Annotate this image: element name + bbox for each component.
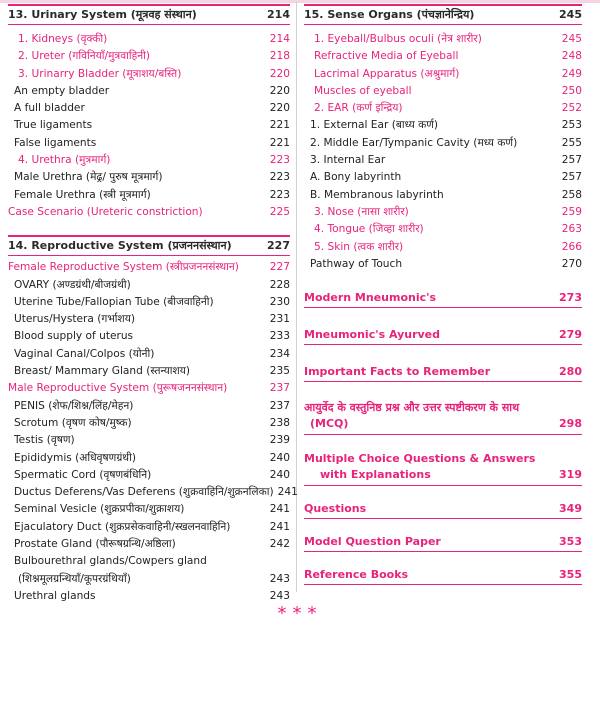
entry-title: Testis (वृषण): [14, 434, 75, 447]
page-number: 220: [269, 102, 290, 115]
entry-title: 3. Internal Ear: [310, 154, 386, 167]
entry-title: Vaginal Canal/Colpos (योनी): [14, 347, 155, 360]
entry-title: Ejaculatory Duct (शुक्रप्रसेकवाहिनी/स्खलनवाहिनि): [14, 520, 231, 533]
section-heading: [304, 324, 582, 345]
entry-title: Scrotum (वृषण कोष/मुष्क): [14, 416, 132, 429]
page-number: 237: [269, 382, 290, 395]
toc-entry: [304, 48, 582, 65]
entry-title: 1. Eyeball/Bulbus oculi (नेत्र शारीर): [314, 33, 482, 45]
page-number: 243: [269, 572, 290, 585]
entry-title: Epididymis (अधिवृषणग्रंथी): [14, 451, 136, 464]
toc-right-column: [304, 0, 582, 585]
toc-entry: [8, 346, 290, 363]
toc-entry: [8, 432, 290, 449]
page-number: 241: [277, 486, 298, 499]
page-number: 230: [269, 295, 290, 308]
page-number: 223: [269, 188, 290, 201]
entry-title: Reference Books: [304, 568, 409, 582]
entry-title: Muscles of eyeball: [314, 84, 412, 97]
toc-entry: [304, 117, 582, 134]
page-number: 248: [561, 50, 582, 63]
page-number: 239: [269, 434, 290, 447]
toc-entry: [8, 415, 290, 432]
entry-title-line: (MCQ): [310, 417, 349, 431]
section-heading: [304, 396, 582, 435]
page-number: 238: [269, 416, 290, 429]
page-number: 259: [561, 205, 582, 218]
entry-title-line: Bulbourethral glands/Cowpers gland: [14, 555, 207, 568]
entry-title: 5. Skin (त्वक शारीर): [314, 240, 404, 253]
entry-title: Seminal Vesicle (शुक्रप्रपीका/शुक्राशय): [14, 503, 185, 516]
entry-title: 1. External Ear (बाध्य कर्ण): [310, 119, 439, 132]
toc-entry: [8, 328, 290, 345]
section-heading: [304, 564, 582, 585]
page-number: 253: [561, 119, 582, 132]
entry-title: B. Membranous labyrinth: [310, 188, 444, 201]
section-heading: [8, 4, 290, 25]
page-number: 231: [269, 313, 290, 326]
entry-title: Uterus/Hystera (गर्भाशय): [14, 313, 135, 326]
entry-title-line: (शिश्नमूलग्रन्थियाँ/कूपरग्रंथियाँ): [18, 572, 131, 585]
page-number: 266: [561, 240, 582, 253]
toc-entry: [8, 277, 290, 294]
section-heading: [304, 4, 582, 25]
page-number: 240: [269, 451, 290, 464]
entry-title: An empty bladder: [14, 84, 110, 97]
page-number: 279: [559, 328, 582, 342]
entry-title-line: Multiple Choice Questions & Answers: [304, 452, 536, 466]
toc-entry: [304, 221, 582, 238]
entry-title: Female Reproductive System (स्त्रीप्रजननसंस्थान): [8, 261, 239, 274]
page-number: 241: [269, 520, 290, 533]
entry-title: [304, 451, 535, 483]
page-number: 234: [269, 347, 290, 360]
entry-title: Important Facts to Remember: [304, 365, 491, 379]
toc-entry: [304, 152, 582, 169]
page-number: 273: [559, 291, 582, 305]
entry-title: 15. Sense Organs (पंचज्ञानेन्द्रिय): [304, 8, 475, 21]
toc-entry: [8, 294, 290, 311]
entry-title: 3. Nose (नासा शारीर): [314, 205, 409, 218]
entry-title: Lacrimal Apparatus (अश्रुमार्ग): [314, 67, 460, 80]
toc-entry: [8, 553, 290, 588]
page-number: 353: [559, 535, 582, 549]
page-number: 223: [269, 171, 290, 184]
page-number: 270: [561, 257, 582, 270]
section-heading: [304, 287, 582, 308]
page-number: 233: [269, 330, 290, 343]
entry-title: Case Scenario (Ureteric constriction): [8, 205, 203, 218]
page-number: 349: [559, 502, 582, 516]
toc-entry: [304, 239, 582, 256]
toc-entry: [8, 31, 290, 48]
end-ornament: ***: [277, 603, 323, 624]
toc-entry: [8, 48, 290, 65]
entry-title-line: आयुर्वेद के वस्तुनिष्ठ प्रश्न और उत्तर स्पष्टीकरण के साथ: [304, 401, 520, 415]
page-number: 227: [269, 261, 290, 274]
entry-title: 2. Middle Ear/Tympanic Cavity (मध्य कर्ण): [310, 136, 518, 149]
entry-title: 1. Kidneys (वृक्की): [18, 33, 108, 45]
page-number: 319: [559, 468, 582, 482]
toc-entry: [8, 380, 290, 397]
entry-title-line: with Explanations: [320, 468, 431, 482]
page-number: 250: [561, 84, 582, 97]
entry-title: 3. Urinarry Bladder (मूत्राशय/बस्ति): [18, 67, 182, 80]
page-number: 241: [269, 503, 290, 516]
page-number: 220: [269, 67, 290, 80]
entry-title: Spermatic Cord (वृषणबंधिनि): [14, 468, 152, 481]
page-number: 214: [269, 33, 290, 45]
entry-title: 14. Reproductive System (प्रजननसंस्थान): [8, 239, 232, 253]
toc-entry: [8, 152, 290, 169]
toc-entry: [304, 31, 582, 48]
section-heading: [304, 361, 582, 382]
page-number: 242: [269, 538, 290, 551]
column-divider: [296, 2, 297, 592]
entry-title: PENIS (शेफ/शिश्न/लिंह/मेहन): [14, 399, 134, 412]
section-heading: [304, 498, 582, 519]
toc-entry: [8, 204, 290, 221]
entry-title: A. Bony labyrinth: [310, 171, 402, 184]
page-number: 225: [269, 205, 290, 218]
toc-entry: [304, 256, 582, 273]
toc-entry: [304, 66, 582, 83]
entry-title: OVARY (अण्डग्रंथी/बीजग्रंथी): [14, 278, 131, 291]
toc-entry: [8, 467, 290, 484]
page-number: 218: [269, 50, 290, 63]
entry-title: Ductus Deferens/Vas Deferens (शुक्रवाहिनि/शुक्रनलिका): [14, 486, 274, 499]
toc-entry: [8, 169, 290, 186]
page-number: 221: [269, 136, 290, 149]
toc-entry: [8, 484, 298, 501]
page-number: 223: [269, 154, 290, 167]
page-number: 228: [269, 278, 290, 291]
toc-entry: [8, 135, 290, 152]
section-heading: [304, 531, 582, 552]
entry-title: Refractive Media of Eyeball: [314, 50, 459, 63]
entry-title: 13. Urinary System (मूत्रवह संस्थान): [8, 8, 197, 21]
page-number: 214: [267, 8, 290, 21]
page-number: 263: [561, 223, 582, 236]
page-number: 258: [561, 188, 582, 201]
toc-entry: [8, 501, 290, 518]
page-number: 243: [269, 589, 290, 602]
entry-title: [14, 553, 266, 588]
entry-title: 2. EAR (कर्ण इन्द्रिय): [314, 102, 403, 115]
page-number: 220: [269, 84, 290, 97]
page-number: 257: [561, 154, 582, 167]
page-number: 227: [267, 239, 290, 253]
toc-entry: [8, 536, 290, 553]
toc-entry: [8, 398, 290, 415]
page-number: 280: [559, 365, 582, 379]
entry-title: Female Urethra (स्त्री मूत्रमार्ग): [14, 188, 151, 201]
toc-entry: [304, 83, 582, 100]
page-number: 252: [561, 102, 582, 115]
toc-left-column: [8, 0, 298, 605]
toc-entry: [8, 83, 290, 100]
page-number: 249: [561, 67, 582, 80]
entry-title: True ligaments: [14, 119, 93, 132]
toc-entry: [8, 187, 290, 204]
entry-title: Uterine Tube/Fallopian Tube (बीजवाहिनी): [14, 295, 214, 308]
entry-title: 4. Urethra (मुत्रमार्ग): [18, 154, 111, 167]
page-number: 298: [559, 417, 582, 431]
entry-title: Model Question Paper: [304, 535, 441, 549]
section-heading: [8, 235, 290, 256]
entry-title: Breast/ Mammary Gland (स्तन्याशय): [14, 365, 191, 378]
entry-title: Blood supply of uterus: [14, 330, 134, 343]
toc-entry: [304, 100, 582, 117]
toc-entry: [304, 187, 582, 204]
page-number: 257: [561, 171, 582, 184]
page-number: 245: [561, 33, 582, 45]
entry-title: Urethral glands: [14, 589, 96, 602]
entry-title: A full bladder: [14, 102, 85, 115]
entry-title: Male Reproductive System (पुरूषजननसंस्थान): [8, 382, 228, 395]
toc-entry: [8, 450, 290, 467]
page-number: 240: [269, 468, 290, 481]
toc-entry: [8, 363, 290, 380]
toc-entry: [304, 204, 582, 221]
toc-entry: [8, 259, 290, 276]
page-number: 237: [269, 399, 290, 412]
entry-title: 2. Ureter (गविनियाँ/मुत्रवाहिनी): [18, 50, 151, 63]
toc-entry: [304, 169, 582, 186]
entry-title: Modern Mneumonic's: [304, 291, 437, 305]
toc-entry: [8, 66, 290, 83]
toc-entry: [8, 100, 290, 117]
entry-title: Mneumonic's Ayurved: [304, 328, 441, 342]
entry-title: 4. Tongue (जिव्हा शारीर): [314, 223, 424, 236]
toc-entry: [304, 135, 582, 152]
toc-entry: [8, 519, 290, 536]
entry-title: False ligaments: [14, 136, 97, 149]
page-number: 245: [559, 8, 582, 21]
page-number: 221: [269, 119, 290, 132]
toc-entry: [8, 117, 290, 134]
page-number: 355: [559, 568, 582, 582]
page-number: 255: [561, 136, 582, 149]
entry-title: Male Urethra (मेढ्र/ पुरुष मूत्रमार्ग): [14, 171, 163, 184]
entry-title: Pathway of Touch: [310, 257, 403, 270]
page-number: 235: [269, 365, 290, 378]
entry-title: Questions: [304, 502, 367, 516]
entry-title: Prostate Gland (पौरूषग्रन्थि/अष्ठिला): [14, 538, 176, 551]
toc-entry: [8, 311, 290, 328]
entry-title: [304, 400, 519, 432]
section-heading: [304, 447, 582, 486]
